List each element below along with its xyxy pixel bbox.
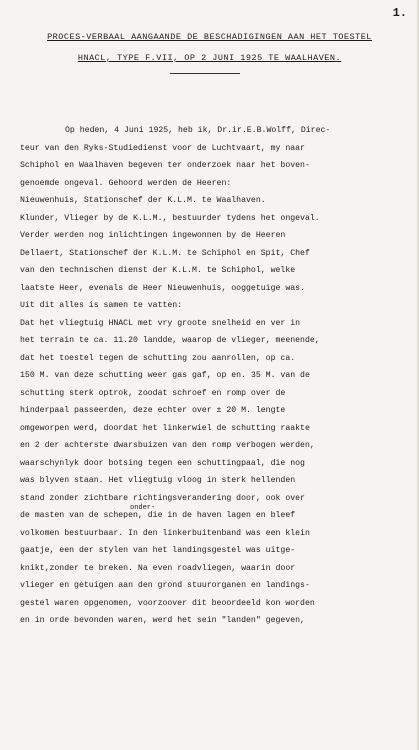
body-line: van den technischen dienst der K.L.M. te Schiphol, welke (20, 266, 296, 275)
body-line: teur van den Ryks-Studiedienst voor de Luchtvaart, my naar (20, 143, 305, 153)
document-title-line-1: PROCES-VERBAAL AANGAANDE DE BESCHADIGINGEN AAN HET TOESTEL (47, 32, 372, 42)
body-line: knikt,zonder te breken. Na even roadvliegen, waarin door (20, 563, 296, 573)
body-line: Op heden, 4 Juni 1925, heb ik, Dr.ir.E.B.Wolff, Direc- (65, 126, 331, 135)
body-line: gaatje, een der stylen van het landingsgestel was uitge- (20, 546, 296, 555)
document-title-line-2: HNACL, TYPE F.VII, OP 2 JUNI 1925 TE WAALHAVEN. (77, 53, 342, 63)
body-line: genoemde ongeval. Gehoord werden de Heeren: (20, 178, 232, 188)
body-line: Dat het vliegtuig HNACL met vry groote snelheid en ver in (20, 318, 301, 328)
body-line: Verder werden nog inlichtingen ingewonnen by de Heeren (20, 231, 286, 240)
body-line: laatste Heer, evenals de Heer Nieuwenhuis, ooggetuige was. (20, 283, 305, 293)
body-line: Dellaert, Stationschef der K.L.M. te Schiphol en Spit, Chef (20, 248, 310, 258)
body-line: dat het toestel tegen de schutting zou aanrollen, op ca. (20, 353, 296, 363)
interlinear-insertion: onder- (130, 504, 156, 512)
page-number: 1. (392, 6, 407, 20)
body-line: en 2 der achterste dwarsbuizen van den romp verbogen werden, (20, 441, 315, 450)
body-line: was blyven staan. Het vliegtuig vloog in sterk hellenden (20, 476, 296, 485)
body-line: de masten van de schepen, die in de haven lagen en bleef (20, 511, 296, 520)
body-line: waarschynlyk door botsing tegen een schuttingpaal, die nog (20, 458, 305, 468)
body-line: Nieuwenhuis, Stationschef der K.L.M. te Waalhaven. (20, 196, 266, 205)
body-line: 150 M. van deze schutting weer gas gaf, op en. 35 M. van de (20, 371, 310, 380)
body-line: en in orde bevonden waren, werd het sein "landen" gegeven, (20, 616, 305, 625)
body-line: schutting sterk optrok, zoodat schroef en romp over de (20, 388, 286, 398)
body-line: stand zonder zichtbare richtingsverandering door, ook over (20, 493, 305, 503)
document-body (20, 122, 416, 630)
body-line: vlieger en getuigen aan den grond stuurorganen en landings- (20, 581, 310, 590)
body-line: Klunder, Vlieger by de K.L.M., bestuurder tydens het ongeval. (20, 213, 320, 223)
body-line: het terrain te ca. 11.20 landde, waarop de vlieger, meenende, (20, 336, 320, 345)
body-line: Schiphol en Waalhaven begeven ter onderzoek naar het boven- (20, 161, 310, 170)
body-line: gestel waren opgenomen, voorzoover dit beoordeeld kon worden (20, 598, 315, 608)
body-line: omgeworpen werd, doordat het linkerwiel de schutting raakte (20, 423, 310, 433)
title-underline-rule (170, 73, 240, 74)
body-line: volkomen bestuurbaar. In den linkerbuitenband was een klein (20, 528, 310, 538)
body-line: hinderpaal passeerden, deze echter over ± 20 M. lengte (20, 406, 286, 415)
body-line: Uit dit alles is samen te vatten: (20, 301, 183, 310)
